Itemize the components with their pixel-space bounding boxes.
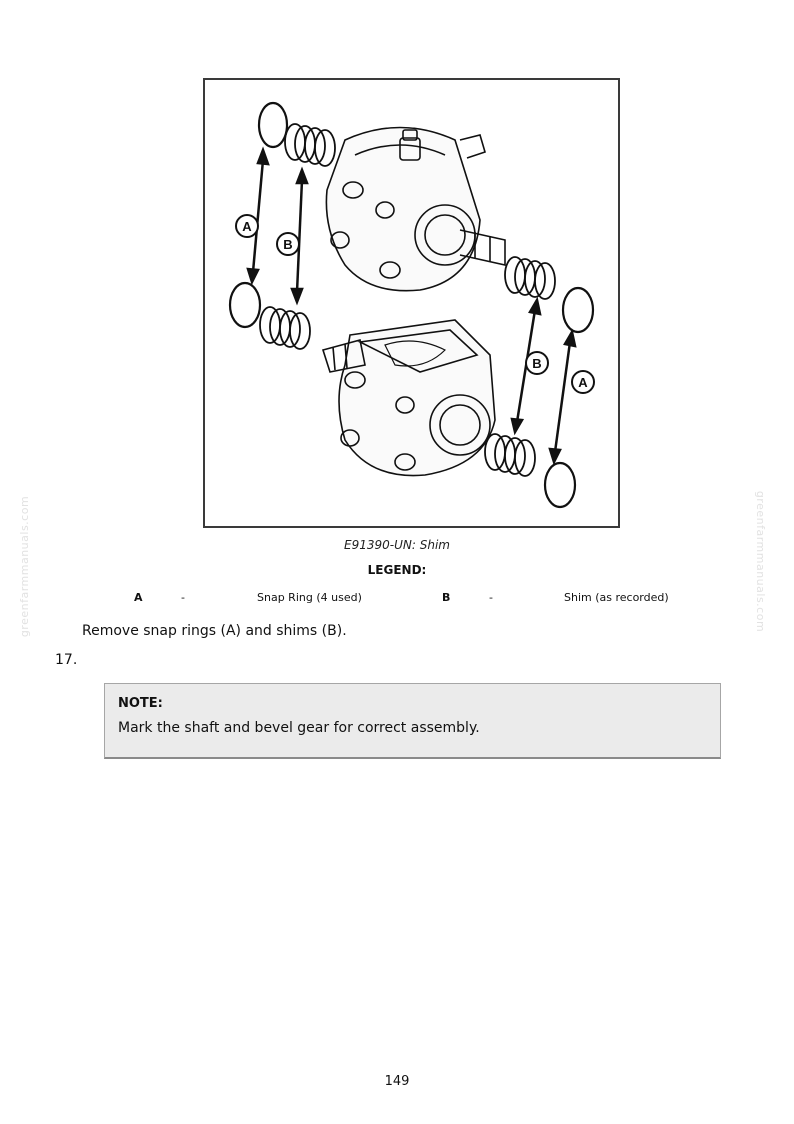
callout-a-upper: A	[242, 219, 252, 234]
legend-label-a: Snap Ring (4 used)	[257, 591, 362, 604]
legend-dash-b: -	[489, 591, 493, 604]
note-text: Mark the shaft and bevel gear for correct assembly.	[118, 720, 480, 736]
legend-label-b: Shim (as recorded)	[564, 591, 669, 604]
watermark-right: greenfarmmanuals.com	[754, 490, 768, 633]
page-number: 149	[384, 1074, 410, 1089]
note-title: NOTE:	[118, 696, 163, 711]
step-number: 17.	[55, 652, 78, 668]
legend-title: LEGEND:	[367, 563, 427, 577]
legend-key-a: A	[134, 591, 143, 604]
legend-dash-a: -	[181, 591, 185, 604]
figure-caption: E91390-UN: Shim	[344, 538, 450, 552]
legend-key-b: B	[442, 591, 451, 604]
note-box	[104, 683, 721, 759]
step-instruction: Remove snap rings (A) and shims (B).	[82, 623, 347, 639]
callout-a-lower: A	[578, 375, 588, 390]
gearbox-exploded-diagram	[205, 80, 620, 528]
callout-b-upper: B	[283, 237, 293, 252]
gearbox-illustration	[203, 78, 620, 528]
callout-b-lower: B	[532, 356, 542, 371]
watermark-left: greenfarmmanuals.com	[18, 495, 32, 638]
